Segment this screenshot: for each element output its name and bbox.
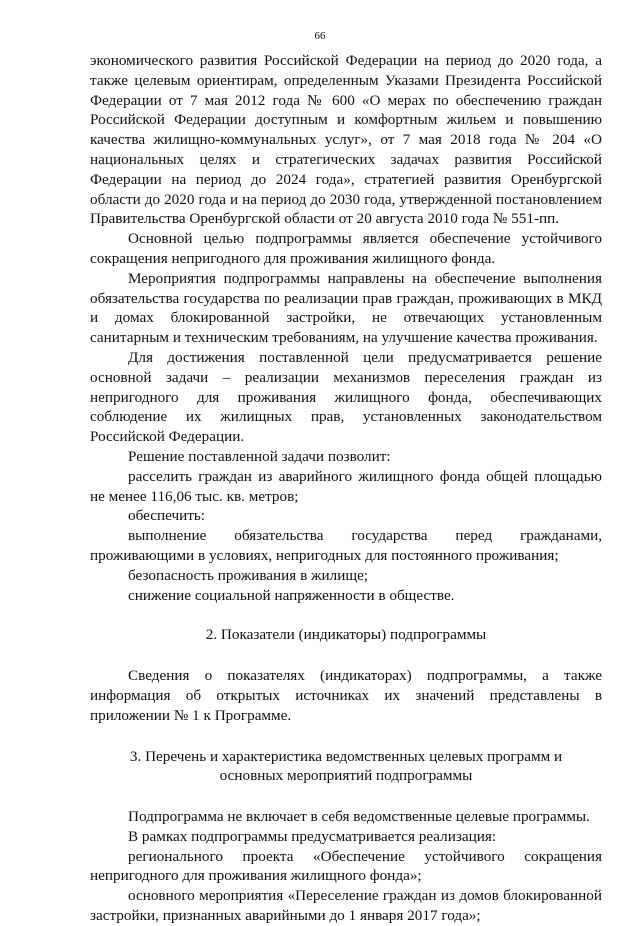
- paragraph-continuation: экономического развития Российской Федерации на период до 2020 года, а также целевым ориентирам, определенным Указами Президента Российской Федерации от 7 мая 2012 года № 600 «О мерах по обеспечению граждан Российской Федерации доступным и комфортным жильем и повышению качества жилищно-коммунальных услуг», от 7 мая 2018 года № 204 «О национальных целях и стратегических задачах развития Российской Федерации на период до 2024 года», стратегией развития Оренбургской области до 2020 года и на период до 2030 года, утвержденной постановлением Правительства Оренбургской области от 20 августа 2010 года № 551-пп.: [90, 52, 602, 228]
- document-body: [90, 51, 602, 926]
- paragraph-safety: безопасность проживания в жилище;: [128, 566, 369, 584]
- section-3-heading-line-1: 3. Перечень и характеристика ведомственных целевых программ и: [129, 747, 563, 765]
- section-3-heading: [90, 747, 602, 787]
- section-3-paragraph-1: Подпрограмма не включает в себя ведомственные целевые программы.: [128, 808, 590, 826]
- paragraph-obligation: выполнение обязательства государства перед гражданами, проживающими в условиях, непригодных для постоянного проживания;: [90, 527, 602, 564]
- section-3-heading-line-2: основных мероприятий подпрограммы: [219, 767, 473, 785]
- paragraph-goal: Основной целью подпрограммы является обеспечение устойчивого сокращения непригодного для проживания жилищного фонда.: [90, 230, 602, 267]
- paragraph-ensure: обеспечить:: [128, 507, 206, 525]
- paragraph-resettle: расселить граждан из аварийного жилищного фонда общей площадью не менее 116,06 тыс. кв. метров;: [90, 467, 602, 505]
- section-2-paragraph: Сведения о показателях (индикаторах) подпрограммы, а также информация об открытых источниках их значений представлены в приложении № 1 к Программе.: [90, 667, 602, 724]
- paragraph-task: Для достижения поставленной цели предусматривается решение основной задачи – реализации механизмов переселения граждан из непригодного для проживания жилищного фонда, обеспечивающих соблюдение их жилищных прав, установленных законодательством Российской Федерации.: [90, 348, 602, 446]
- section-2-heading: 2. Показатели (индикаторы) подпрограммы: [205, 626, 487, 644]
- page-number: 66: [314, 30, 326, 42]
- section-3-paragraph-3: регионального проекта «Обеспечение устойчивого сокращения непригодного для проживания жилищного фонда»;: [90, 847, 602, 885]
- paragraph-measures: Мероприятия подпрограммы направлены на обеспечение выполнения обязательства государства по реализации прав граждан, проживающих в МКД и домах блокированной застройки, не отвечающих установленным санитарным и техническим требованиям, на улучшение качества проживания.: [90, 269, 602, 347]
- paragraph-solution-intro: Решение поставленной задачи позволит:: [128, 447, 391, 465]
- paragraph-social: снижение социальной напряженности в обществе.: [128, 586, 455, 604]
- section-3-paragraph-4: основного мероприятия «Переселение граждан из домов блокированной застройки, признанных аварийными до 1 января 2017 года»;: [90, 887, 602, 925]
- section-3-paragraph-2: В рамках подпрограммы предусматривается реализация:: [128, 827, 497, 845]
